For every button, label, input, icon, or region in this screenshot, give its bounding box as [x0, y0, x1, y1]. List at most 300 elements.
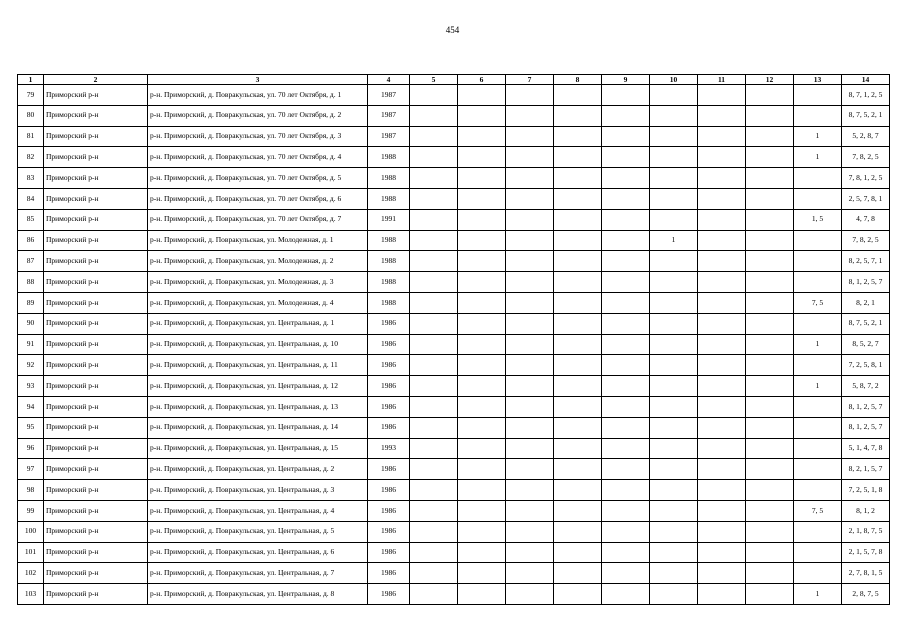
column-header: 14 [842, 75, 890, 85]
year-cell: 1986 [368, 563, 410, 584]
col11-cell [698, 168, 746, 189]
col10-cell [650, 563, 698, 584]
col12-cell [746, 417, 794, 438]
col5-cell [410, 292, 458, 313]
col14-cell: 5, 1, 4, 7, 8 [842, 438, 890, 459]
col10-cell [650, 105, 698, 126]
col8-cell [554, 334, 602, 355]
col7-cell [506, 230, 554, 251]
year-cell: 1986 [368, 355, 410, 376]
col13-cell [794, 272, 842, 293]
col6-cell [458, 563, 506, 584]
row-number-cell: 82 [18, 147, 44, 168]
table-body [18, 85, 890, 605]
table-row [18, 105, 890, 126]
address-cell: р-н. Приморский, д. Повракульская, ул. Центральная, д. 11 [148, 355, 368, 376]
address-cell: р-н. Приморский, д. Повракульская, ул. Центральная, д. 8 [148, 584, 368, 605]
year-cell: 1986 [368, 459, 410, 480]
row-number-cell: 102 [18, 563, 44, 584]
col11-cell [698, 417, 746, 438]
col12-cell [746, 230, 794, 251]
address-cell: р-н. Приморский, д. Повракульская, ул. Центральная, д. 15 [148, 438, 368, 459]
col5-cell [410, 147, 458, 168]
year-cell: 1987 [368, 85, 410, 106]
col9-cell [602, 355, 650, 376]
col12-cell [746, 209, 794, 230]
year-cell: 1986 [368, 480, 410, 501]
col11-cell [698, 292, 746, 313]
col9-cell [602, 126, 650, 147]
district-cell: Приморский р-н [44, 438, 148, 459]
col8-cell [554, 209, 602, 230]
col11-cell [698, 334, 746, 355]
col8-cell [554, 168, 602, 189]
col13-cell: 1 [794, 147, 842, 168]
table-row [18, 500, 890, 521]
col7-cell [506, 438, 554, 459]
col10-cell: 1 [650, 230, 698, 251]
col6-cell [458, 188, 506, 209]
year-cell: 1986 [368, 334, 410, 355]
col5-cell [410, 584, 458, 605]
address-cell: р-н. Приморский, д. Повракульская, ул. Центральная, д. 6 [148, 542, 368, 563]
col11-cell [698, 376, 746, 397]
col14-cell: 7, 8, 2, 5 [842, 147, 890, 168]
col9-cell [602, 480, 650, 501]
col6-cell [458, 584, 506, 605]
row-number-cell: 95 [18, 417, 44, 438]
col14-cell: 8, 7, 5, 2, 1 [842, 313, 890, 334]
col6-cell [458, 521, 506, 542]
col11-cell [698, 542, 746, 563]
col12-cell [746, 272, 794, 293]
col10-cell [650, 396, 698, 417]
col5-cell [410, 251, 458, 272]
column-header: 7 [506, 75, 554, 85]
district-cell: Приморский р-н [44, 542, 148, 563]
col14-cell: 8, 5, 2, 7 [842, 334, 890, 355]
col7-cell [506, 396, 554, 417]
address-cell: р-н. Приморский, д. Повракульская, ул. 70 лет Октября, д. 3 [148, 126, 368, 147]
row-number-cell: 101 [18, 542, 44, 563]
col8-cell [554, 480, 602, 501]
col6-cell [458, 251, 506, 272]
col10-cell [650, 168, 698, 189]
col14-cell: 8, 1, 2, 5, 7 [842, 396, 890, 417]
col10-cell [650, 521, 698, 542]
column-header: 5 [410, 75, 458, 85]
year-cell: 1986 [368, 313, 410, 334]
col10-cell [650, 459, 698, 480]
col9-cell [602, 105, 650, 126]
col9-cell [602, 376, 650, 397]
col14-cell: 2, 8, 7, 5 [842, 584, 890, 605]
col5-cell [410, 459, 458, 480]
year-cell: 1986 [368, 396, 410, 417]
district-cell: Приморский р-н [44, 500, 148, 521]
row-number-cell: 100 [18, 521, 44, 542]
year-cell: 1986 [368, 584, 410, 605]
column-header: 1 [18, 75, 44, 85]
year-cell: 1987 [368, 105, 410, 126]
col10-cell [650, 438, 698, 459]
col8-cell [554, 459, 602, 480]
col12-cell [746, 376, 794, 397]
address-cell: р-н. Приморский, д. Повракульская, ул. 70 лет Октября, д. 7 [148, 209, 368, 230]
col8-cell [554, 500, 602, 521]
col8-cell [554, 417, 602, 438]
col14-cell: 8, 2, 5, 7, 1 [842, 251, 890, 272]
col9-cell [602, 500, 650, 521]
row-number-cell: 84 [18, 188, 44, 209]
col13-cell [794, 396, 842, 417]
col12-cell [746, 563, 794, 584]
col5-cell [410, 542, 458, 563]
col12-cell [746, 168, 794, 189]
col10-cell [650, 85, 698, 106]
district-cell: Приморский р-н [44, 313, 148, 334]
col14-cell: 2, 5, 7, 8, 1 [842, 188, 890, 209]
row-number-cell: 97 [18, 459, 44, 480]
header-row [18, 75, 890, 85]
year-cell: 1988 [368, 251, 410, 272]
col12-cell [746, 480, 794, 501]
row-number-cell: 79 [18, 85, 44, 106]
col7-cell [506, 480, 554, 501]
col10-cell [650, 292, 698, 313]
col5-cell [410, 376, 458, 397]
year-cell: 1991 [368, 209, 410, 230]
col14-cell: 8, 7, 5, 2, 1 [842, 105, 890, 126]
col6-cell [458, 168, 506, 189]
col6-cell [458, 542, 506, 563]
address-cell: р-н. Приморский, д. Повракульская, ул. 70 лет Октября, д. 5 [148, 168, 368, 189]
col12-cell [746, 251, 794, 272]
col10-cell [650, 188, 698, 209]
col14-cell: 7, 2, 5, 1, 8 [842, 480, 890, 501]
row-number-cell: 87 [18, 251, 44, 272]
col10-cell [650, 376, 698, 397]
col13-cell [794, 85, 842, 106]
col13-cell [794, 355, 842, 376]
district-cell: Приморский р-н [44, 355, 148, 376]
col8-cell [554, 85, 602, 106]
table-row [18, 459, 890, 480]
col8-cell [554, 147, 602, 168]
col9-cell [602, 417, 650, 438]
column-header: 12 [746, 75, 794, 85]
col6-cell [458, 417, 506, 438]
col12-cell [746, 584, 794, 605]
col5-cell [410, 334, 458, 355]
col13-cell [794, 521, 842, 542]
col8-cell [554, 376, 602, 397]
col13-cell [794, 188, 842, 209]
table-row [18, 438, 890, 459]
column-header: 3 [148, 75, 368, 85]
col12-cell [746, 126, 794, 147]
col6-cell [458, 209, 506, 230]
row-number-cell: 99 [18, 500, 44, 521]
col13-cell: 1 [794, 126, 842, 147]
year-cell: 1987 [368, 126, 410, 147]
district-cell: Приморский р-н [44, 209, 148, 230]
col7-cell [506, 542, 554, 563]
col13-cell: 1 [794, 334, 842, 355]
district-cell: Приморский р-н [44, 584, 148, 605]
col5-cell [410, 500, 458, 521]
col12-cell [746, 334, 794, 355]
col9-cell [602, 272, 650, 293]
col11-cell [698, 500, 746, 521]
col11-cell [698, 272, 746, 293]
col5-cell [410, 417, 458, 438]
col7-cell [506, 292, 554, 313]
col7-cell [506, 459, 554, 480]
address-cell: р-н. Приморский, д. Повракульская, ул. Молодежная, д. 2 [148, 251, 368, 272]
col10-cell [650, 584, 698, 605]
row-number-cell: 89 [18, 292, 44, 313]
col8-cell [554, 230, 602, 251]
col5-cell [410, 438, 458, 459]
col10-cell [650, 272, 698, 293]
col14-cell: 5, 8, 7, 2 [842, 376, 890, 397]
col9-cell [602, 542, 650, 563]
col7-cell [506, 105, 554, 126]
col13-cell: 1 [794, 584, 842, 605]
col6-cell [458, 85, 506, 106]
district-cell: Приморский р-н [44, 334, 148, 355]
col14-cell: 7, 8, 2, 5 [842, 230, 890, 251]
row-number-cell: 92 [18, 355, 44, 376]
col12-cell [746, 396, 794, 417]
row-number-cell: 103 [18, 584, 44, 605]
col12-cell [746, 355, 794, 376]
address-cell: р-н. Приморский, д. Повракульская, ул. 70 лет Октября, д. 6 [148, 188, 368, 209]
year-cell: 1986 [368, 521, 410, 542]
col14-cell: 2, 1, 8, 7, 5 [842, 521, 890, 542]
row-number-cell: 85 [18, 209, 44, 230]
row-number-cell: 88 [18, 272, 44, 293]
column-header: 10 [650, 75, 698, 85]
col13-cell: 7, 5 [794, 292, 842, 313]
col8-cell [554, 355, 602, 376]
col9-cell [602, 438, 650, 459]
col7-cell [506, 147, 554, 168]
address-cell: р-н. Приморский, д. Повракульская, ул. 70 лет Октября, д. 4 [148, 147, 368, 168]
col8-cell [554, 313, 602, 334]
col14-cell: 8, 1, 2, 5, 7 [842, 272, 890, 293]
col10-cell [650, 126, 698, 147]
col5-cell [410, 521, 458, 542]
col13-cell: 7, 5 [794, 500, 842, 521]
col5-cell [410, 480, 458, 501]
col10-cell [650, 355, 698, 376]
district-cell: Приморский р-н [44, 85, 148, 106]
col11-cell [698, 147, 746, 168]
col11-cell [698, 105, 746, 126]
col11-cell [698, 230, 746, 251]
column-header: 2 [44, 75, 148, 85]
col7-cell [506, 521, 554, 542]
col12-cell [746, 521, 794, 542]
address-cell: р-н. Приморский, д. Повракульская, ул. Молодежная, д. 3 [148, 272, 368, 293]
district-cell: Приморский р-н [44, 521, 148, 542]
col6-cell [458, 313, 506, 334]
col10-cell [650, 251, 698, 272]
table-row [18, 209, 890, 230]
col14-cell: 8, 2, 1 [842, 292, 890, 313]
year-cell: 1988 [368, 188, 410, 209]
address-cell: р-н. Приморский, д. Повракульская, ул. Центральная, д. 10 [148, 334, 368, 355]
col14-cell: 8, 7, 1, 2, 5 [842, 85, 890, 106]
col13-cell [794, 230, 842, 251]
col7-cell [506, 376, 554, 397]
col13-cell [794, 313, 842, 334]
col13-cell [794, 438, 842, 459]
col6-cell [458, 480, 506, 501]
col5-cell [410, 396, 458, 417]
col5-cell [410, 209, 458, 230]
col11-cell [698, 85, 746, 106]
col12-cell [746, 188, 794, 209]
col5-cell [410, 563, 458, 584]
row-number-cell: 93 [18, 376, 44, 397]
col9-cell [602, 334, 650, 355]
address-cell: р-н. Приморский, д. Повракульская, ул. Центральная, д. 2 [148, 459, 368, 480]
district-cell: Приморский р-н [44, 105, 148, 126]
row-number-cell: 83 [18, 168, 44, 189]
col6-cell [458, 459, 506, 480]
col13-cell [794, 168, 842, 189]
col8-cell [554, 272, 602, 293]
col14-cell: 4, 7, 8 [842, 209, 890, 230]
table-row [18, 480, 890, 501]
address-cell: р-н. Приморский, д. Повракульская, ул. Центральная, д. 5 [148, 521, 368, 542]
col14-cell: 7, 8, 1, 2, 5 [842, 168, 890, 189]
col11-cell [698, 480, 746, 501]
col10-cell [650, 500, 698, 521]
district-cell: Приморский р-н [44, 230, 148, 251]
col12-cell [746, 147, 794, 168]
col11-cell [698, 355, 746, 376]
col7-cell [506, 500, 554, 521]
housing-table [17, 74, 890, 605]
col12-cell [746, 459, 794, 480]
col14-cell: 2, 1, 5, 7, 8 [842, 542, 890, 563]
col7-cell [506, 313, 554, 334]
address-cell: р-н. Приморский, д. Повракульская, ул. Центральная, д. 3 [148, 480, 368, 501]
col10-cell [650, 542, 698, 563]
col7-cell [506, 209, 554, 230]
district-cell: Приморский р-н [44, 272, 148, 293]
col11-cell [698, 438, 746, 459]
row-number-cell: 98 [18, 480, 44, 501]
col11-cell [698, 126, 746, 147]
col14-cell: 8, 2, 1, 5, 7 [842, 459, 890, 480]
col9-cell [602, 230, 650, 251]
row-number-cell: 86 [18, 230, 44, 251]
col9-cell [602, 396, 650, 417]
table-row [18, 355, 890, 376]
col7-cell [506, 85, 554, 106]
col11-cell [698, 188, 746, 209]
col6-cell [458, 272, 506, 293]
col6-cell [458, 105, 506, 126]
col5-cell [410, 188, 458, 209]
table-row [18, 376, 890, 397]
table-row [18, 292, 890, 313]
col12-cell [746, 85, 794, 106]
district-cell: Приморский р-н [44, 396, 148, 417]
table-row [18, 147, 890, 168]
year-cell: 1986 [368, 500, 410, 521]
col9-cell [602, 85, 650, 106]
col10-cell [650, 147, 698, 168]
table-row [18, 521, 890, 542]
col8-cell [554, 396, 602, 417]
col7-cell [506, 168, 554, 189]
col13-cell [794, 459, 842, 480]
col7-cell [506, 126, 554, 147]
table-row [18, 126, 890, 147]
table-row [18, 584, 890, 605]
col14-cell: 5, 2, 8, 7 [842, 126, 890, 147]
col10-cell [650, 209, 698, 230]
table-row [18, 396, 890, 417]
col10-cell [650, 480, 698, 501]
col11-cell [698, 209, 746, 230]
column-header: 8 [554, 75, 602, 85]
col6-cell [458, 438, 506, 459]
year-cell: 1988 [368, 272, 410, 293]
col7-cell [506, 188, 554, 209]
col11-cell [698, 459, 746, 480]
district-cell: Приморский р-н [44, 188, 148, 209]
col13-cell [794, 542, 842, 563]
table-row [18, 251, 890, 272]
col11-cell [698, 563, 746, 584]
col11-cell [698, 521, 746, 542]
col12-cell [746, 313, 794, 334]
col8-cell [554, 292, 602, 313]
col6-cell [458, 334, 506, 355]
district-cell: Приморский р-н [44, 376, 148, 397]
col7-cell [506, 355, 554, 376]
col9-cell [602, 584, 650, 605]
table-row [18, 188, 890, 209]
col8-cell [554, 521, 602, 542]
district-cell: Приморский р-н [44, 147, 148, 168]
col9-cell [602, 563, 650, 584]
col6-cell [458, 500, 506, 521]
col13-cell [794, 105, 842, 126]
year-cell: 1988 [368, 168, 410, 189]
col5-cell [410, 126, 458, 147]
col5-cell [410, 105, 458, 126]
address-cell: р-н. Приморский, д. Повракульская, ул. Центральная, д. 14 [148, 417, 368, 438]
year-cell: 1986 [368, 542, 410, 563]
col9-cell [602, 168, 650, 189]
row-number-cell: 90 [18, 313, 44, 334]
col6-cell [458, 147, 506, 168]
address-cell: р-н. Приморский, д. Повракульская, ул. Центральная, д. 12 [148, 376, 368, 397]
table-row [18, 313, 890, 334]
col8-cell [554, 126, 602, 147]
col5-cell [410, 168, 458, 189]
page-number: 454 [445, 25, 460, 35]
col9-cell [602, 313, 650, 334]
